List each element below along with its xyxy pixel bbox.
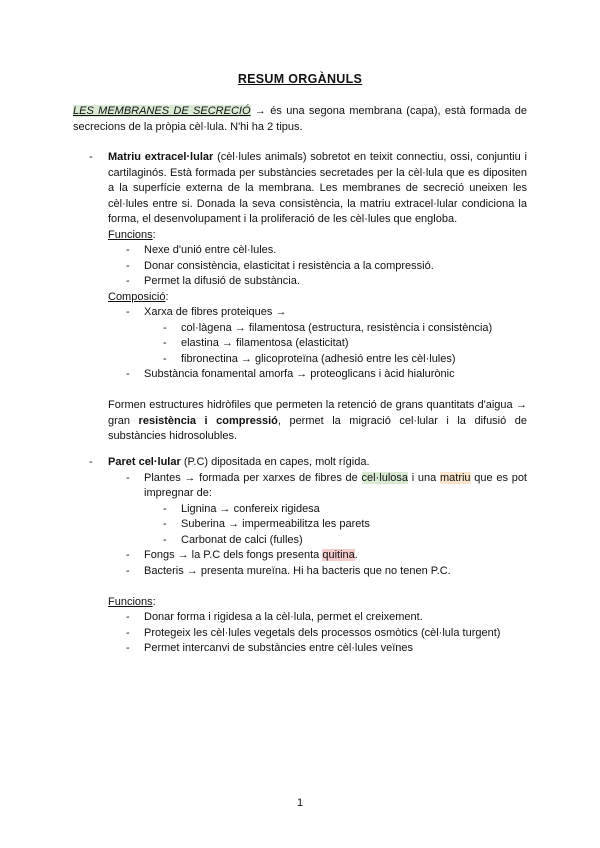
intro-paragraph — [73, 104, 527, 135]
matriu-composicio-label: Composició: — [108, 290, 169, 303]
paret-heading: Paret cel·lular — [108, 456, 181, 468]
fibres-sublist — [144, 321, 527, 368]
list-item: - Fongs → la P.C dels fongs presenta quitina. — [108, 548, 527, 564]
list-item: - Plantes → formada per xarxes de fibres de cel·lulosa i una matriu que es pot impregnar de: - Lignina → confereix rigidesa - Suberina → impermeabilitza les parets - Carbonat de calci (fulles) — [108, 471, 527, 549]
plantes-sublist — [144, 502, 527, 549]
list-item: - Permet la difusió de substància. — [108, 274, 527, 290]
cellulosa-highlight: cel·lulosa — [361, 471, 408, 484]
matriu-heading: Matriu extracel·lular — [108, 151, 214, 163]
list-item: - Bacteris → presenta mureïna. Hi ha bacteris que no tenen P.C. — [108, 564, 527, 580]
list-item: - Donar forma i rigidesa a la cèl·lula, permet el creixement. — [108, 610, 527, 626]
list-item: - Carbonat de calci (fulles) — [144, 533, 527, 549]
matriu-description: Matriu extracel·lular (cèl·lules animals) sobretot en teixit connectiu, ossi, conjuntiu i cartilaginós. Està formada per substàncies secretades per la cèl·lula que es dipositen a la superfície externa de la membrana. Les membranes de secreció uneixen les cèl·lules entre si. Donada la seva consistència, la matriu extracel·lular condiciona la forma, el desenvolupament i la proliferació de les cèl·lules que engloba. — [108, 151, 527, 225]
section-matriu — [89, 150, 527, 445]
matriu-highlight: matriu — [439, 471, 471, 484]
quitina-highlight: quitina — [322, 549, 355, 561]
paret-funcions-label: Funcions: — [108, 595, 156, 608]
list-item: - Suberina → impermeabilitza les parets — [144, 517, 527, 533]
list-item: - Protegeix les cèl·lules vegetals dels processos osmòtics (cèl·lula turgent) — [108, 626, 527, 642]
matriu-properties-paragraph: Formen estructures hidròfiles que permeten la retenció de grans quantitats d'aigua → gran resistència i compressió, permet la migració cel·lular i la difusió de substàncies hidrosolubles. — [108, 399, 527, 442]
paret-description: Paret cel·lular (P.C) dipositada en capes, molt rígida. — [108, 456, 370, 468]
list-item: - Substància fonamental amorfa → proteoglicans i àcid hialurònic — [108, 367, 527, 383]
paret-types-list — [108, 471, 527, 580]
intro-highlight: LES MEMBRANES DE SECRECIÓ — [73, 105, 251, 117]
matriu-funcions-list — [108, 243, 527, 290]
page-number: 1 — [296, 797, 304, 809]
list-item: - elastina → filamentosa (elasticitat) — [144, 336, 527, 352]
section-dash: - — [89, 151, 93, 163]
list-item: - Xarxa de fibres proteiques → - col·làgena → filamentosa (estructura, resistència i consistència) - elastina → filamentosa (elasticitat) - fibronectina → glicoproteïna (adhesió entre les cèl·lules) — [108, 305, 527, 367]
page-title: RESUM ORGÀNULS — [237, 72, 363, 86]
section-dash: - — [89, 456, 93, 468]
list-item: - Lignina → confereix rigidesa — [144, 502, 527, 518]
list-item: - Permet intercanvi de substàncies entre cèl·lules veïnes — [108, 641, 527, 657]
matriu-composicio-list — [108, 305, 527, 383]
list-item: - Nexe d'unió entre cèl·lules. — [108, 243, 527, 259]
paret-funcions-list — [108, 610, 527, 657]
list-item: - fibronectina → glicoproteïna (adhesió entre les cèl·lules) — [144, 352, 527, 368]
section-paret — [89, 455, 527, 657]
list-item: - Donar consistència, elasticitat i resistència a la compressió. — [108, 259, 527, 275]
list-item: - col·làgena → filamentosa (estructura, resistència i consistència) — [144, 321, 527, 337]
intro-text: → és una segona membrana (capa), està formada de secrecions de la pròpia cèl·lula. N'hi ha 2 tipus. — [73, 105, 528, 133]
matriu-funcions-label: Funcions: — [108, 228, 156, 241]
